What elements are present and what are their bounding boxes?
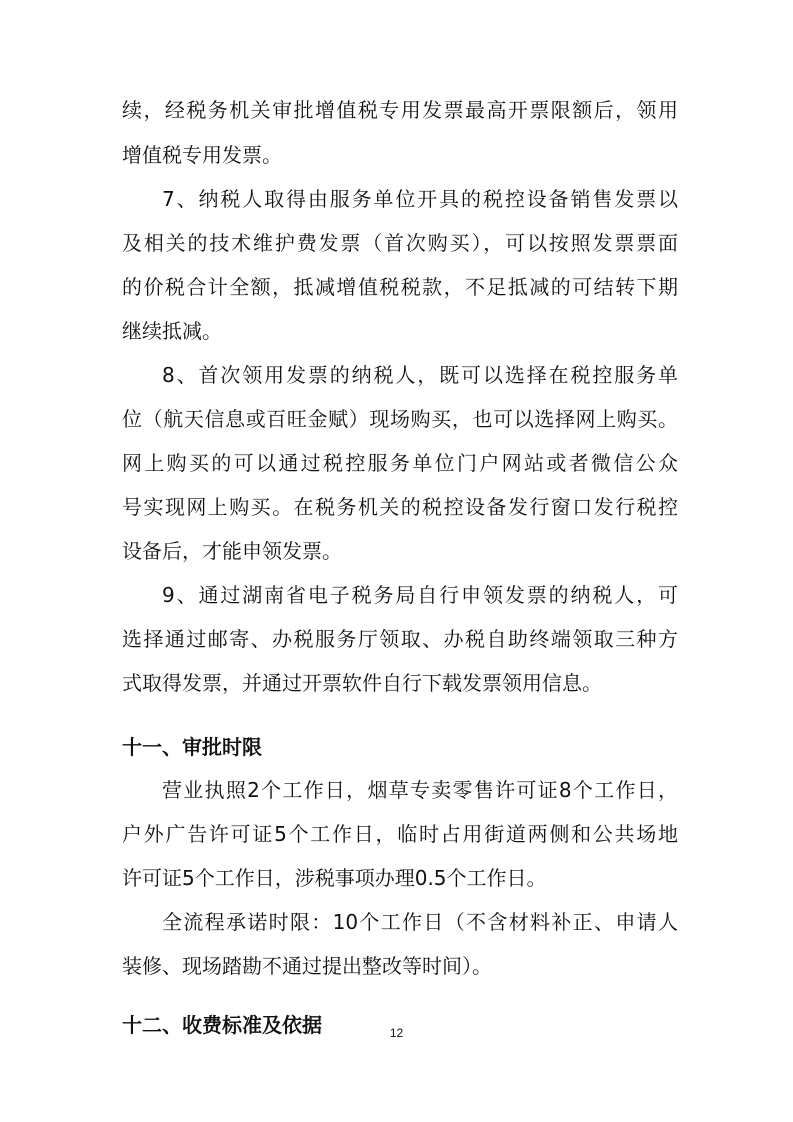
paragraph-line: 及相关的技术维护费发票（首次购买），可以按照发票票面: [122, 231, 678, 255]
paragraph-line: 9、通过湖南省电子税务局自行申领发票的纳税人，可: [162, 583, 678, 607]
paragraph-line: 号实现网上购买。在税务机关的税控设备发行窗口发行税控: [122, 495, 678, 519]
paragraph-line: 设备后，才能申领发票。: [122, 539, 342, 563]
paragraph-line: 7、纳税人取得由服务单位开具的税控设备销售发票以: [162, 187, 678, 211]
paragraph-line: 续，经税务机关审批增值税专用发票最高开票限额后，领用: [122, 98, 678, 122]
paragraph-line: 选择通过邮寄、办税服务厅领取、办税自助终端领取三种方: [122, 627, 678, 651]
paragraph-line: 营业执照2个工作日，烟草专卖零售许可证8个工作日，: [162, 778, 678, 802]
paragraph-line: 许可证5个工作日，涉税事项办理0.5个工作日。: [122, 866, 547, 890]
paragraph-line: 的价税合计全额，抵减增值税税款，不足抵减的可结转下期: [122, 275, 678, 299]
section-heading: 十二、收费标准及依据: [122, 1013, 322, 1037]
paragraph-line: 网上购买的可以通过税控服务单位门户网站或者微信公众: [122, 451, 678, 475]
paragraph-line: 式取得发票，并通过开票软件自行下载发票领用信息。: [122, 671, 602, 695]
paragraph-line: 继续抵减。: [122, 319, 222, 343]
section-heading: 十一、审批时限: [122, 735, 262, 759]
paragraph-line: 增值税专用发票。: [122, 143, 282, 167]
paragraph-line: 装修、现场踏勘不通过提出整改等时间）。: [122, 954, 492, 978]
paragraph-line: 户外广告许可证5个工作日，临时占用街道两侧和公共场地: [122, 822, 678, 846]
paragraph-line: 位（航天信息或百旺金赋）现场购买，也可以选择网上购买。: [122, 407, 678, 431]
paragraph-line: 8、首次领用发票的纳税人，既可以选择在税控服务单: [162, 363, 678, 387]
paragraph-line: 全流程承诺时限：10个工作日（不含材料补正、申请人: [162, 910, 678, 934]
page-number: 12: [389, 1026, 404, 1040]
